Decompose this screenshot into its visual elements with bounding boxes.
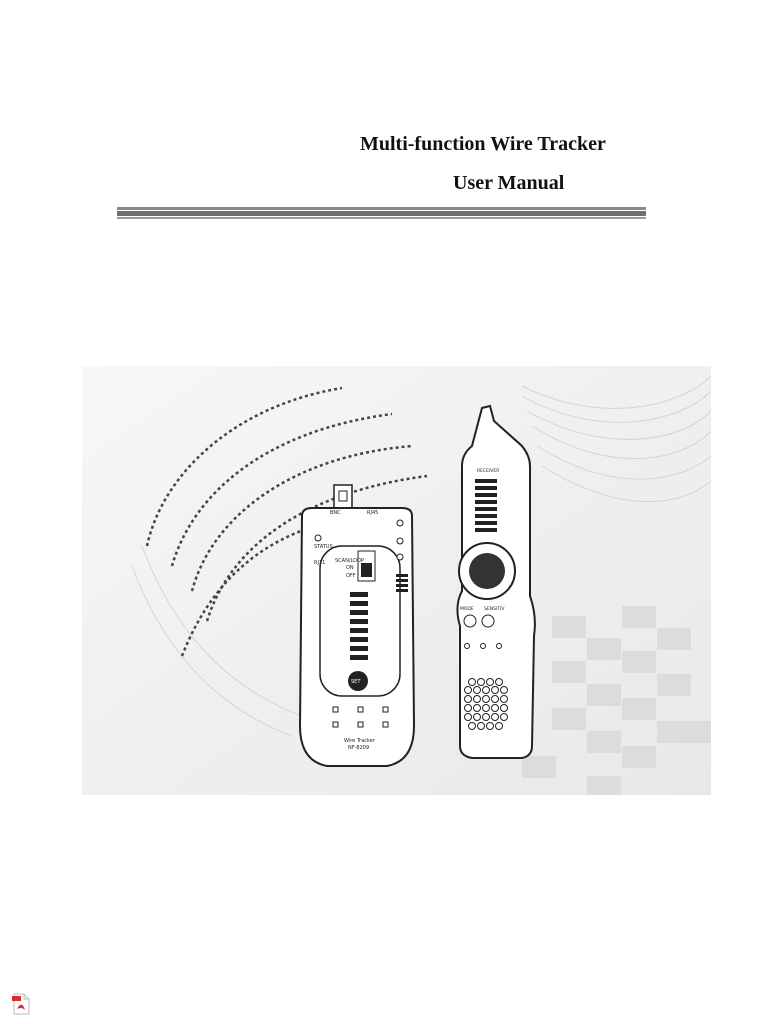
transmitter-label-set: SET <box>351 679 361 685</box>
transmitter-label-on: ON <box>346 565 354 571</box>
product-illustration <box>82 366 711 795</box>
receiver-label-top: RECEIVER <box>477 469 500 474</box>
receiver-label-mode: MODE <box>460 607 474 612</box>
pdf-file-icon <box>12 993 31 1015</box>
transmitter-brand-line2: NF-8209 <box>348 745 370 751</box>
transmitter-label-rj45: RJ45 <box>367 510 379 516</box>
transmitter-label-rj11: RJ11 <box>314 560 326 566</box>
transmitter-label-bnc: BNC <box>330 510 341 516</box>
transmitter-device <box>300 485 414 766</box>
receiver-device <box>457 406 534 758</box>
document-subtitle: User Manual <box>453 172 565 194</box>
transmitter-label-status: STATUS <box>314 544 333 550</box>
transmitter-label-scan: SCAN/LOOP <box>335 558 365 564</box>
transmitter-brand-line1: Wire Tracker <box>344 738 375 744</box>
title-divider <box>117 207 646 219</box>
transmitter-label-off: OFF <box>346 573 356 579</box>
receiver-label-sensitivity: SENSITIV <box>484 607 505 612</box>
document-title: Multi-function Wire Tracker <box>360 133 606 155</box>
